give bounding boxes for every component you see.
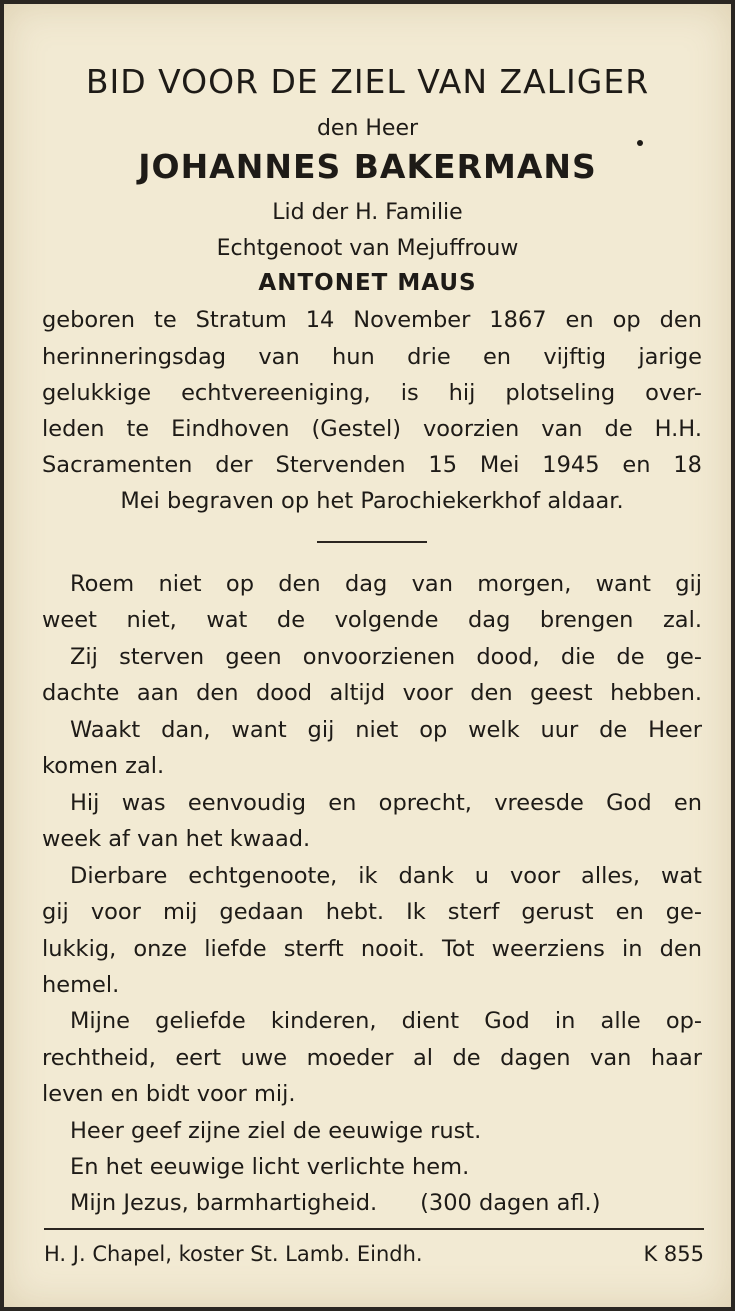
deceased-name: JOHANNES BAKERMANS: [138, 147, 597, 186]
print-code: K 855: [643, 1242, 704, 1266]
footer-divider: [44, 1228, 704, 1230]
bio-line: Sacramenten der Stervenden 15 Mei 1945 en 18: [42, 452, 702, 478]
card-title: BID VOOR DE ZIEL VAN ZALIGER: [85, 62, 650, 101]
prayer-line: En het eeuwige licht verlichte hem.: [70, 1154, 470, 1180]
bio-line: leden te Eindhoven (Gestel) voorzien van de H.H.: [42, 416, 702, 442]
prayer-line: leven en bidt voor mij.: [42, 1081, 296, 1107]
bio-line: Mei begraven op het Parochiekerkhof aldaar.: [120, 488, 624, 514]
prayer-line: week af van het kwaad.: [42, 826, 311, 852]
prayer-line: Roem niet op den dag van morgen, want gij: [70, 571, 702, 597]
prayer-line: Heer geef zijne ziel de eeuwige rust.: [70, 1118, 482, 1144]
prayer-line: Dierbare echtgenoote, ik dank u voor alles, wat: [70, 863, 702, 889]
membership-line: Lid der H. Familie: [272, 200, 463, 225]
prayer-line: rechtheid, eert uwe moeder al de dagen van haar: [42, 1045, 702, 1071]
card-subtitle: den Heer: [316, 116, 419, 141]
prayer-line: hemel.: [42, 972, 120, 998]
printer-credit: H. J. Chapel, koster St. Lamb. Eindh.: [44, 1242, 423, 1266]
bio-line: gelukkige echtvereeniging, is hij plotseling over-: [42, 380, 702, 406]
prayer-line: Mijn Jezus, barmhartigheid. (300 dagen afl.): [70, 1190, 601, 1216]
prayer-line: weet niet, wat de volgende dag brengen zal.: [42, 607, 702, 633]
prayer-line: Zij sterven geen onvoorzienen dood, die de ge-: [70, 644, 702, 670]
spouse-intro: Echtgenoot van Mejuffrouw: [216, 236, 519, 261]
bio-line: geboren te Stratum 14 November 1867 en op den: [42, 307, 702, 333]
prayer-line: komen zal.: [42, 753, 165, 779]
memorial-card: [4, 4, 731, 1307]
section-divider: [317, 541, 427, 543]
prayer-line: gij voor mij gedaan hebt. Ik sterf gerust en ge-: [42, 899, 702, 925]
spouse-name: ANTONET MAUS: [258, 270, 477, 296]
ink-dot: [637, 140, 643, 146]
prayer-line: lukkig, onze liefde sterft nooit. Tot weerziens in den: [42, 936, 702, 962]
bio-line: herinneringsdag van hun drie en vijftig jarige: [42, 344, 702, 370]
prayer-line: Waakt dan, want gij niet op welk uur de Heer: [70, 717, 702, 743]
prayer-line: Mijne geliefde kinderen, dient God in alle op-: [70, 1008, 702, 1034]
prayer-line: Hij was eenvoudig en oprecht, vreesde God en: [70, 790, 702, 816]
prayer-line: dachte aan den dood altijd voor den geest hebben.: [42, 680, 702, 706]
